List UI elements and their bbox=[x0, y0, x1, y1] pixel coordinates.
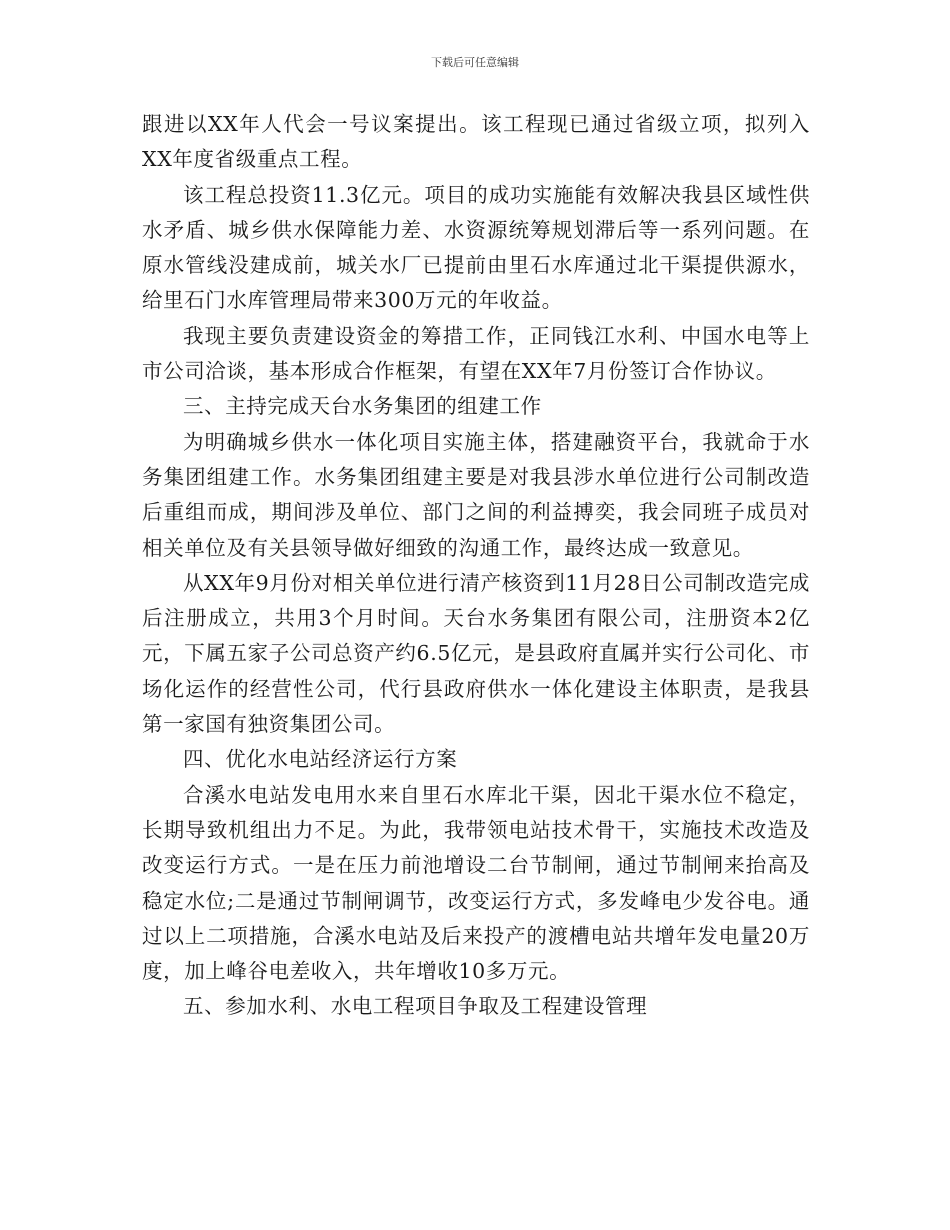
paragraph-project-proposal: 跟进以XX年人代会一号议案提出。该工程现已通过省级立项，拟列入XX年度省级重点工程。 bbox=[142, 112, 810, 172]
paragraph-group-formation: 为明确城乡供水一体化项目实施主体，搭建融资平台，我就命于水务集团组建工作。水务集团组建主要是对我县涉水单位进行公司制改造后重组而成，期间涉及单位、部门之间的利益搏奕，我会同班子成员对相关单位及有关县领导做好细致的沟通工作，最终达成一致意见。 bbox=[142, 429, 810, 560]
document-body bbox=[142, 107, 810, 1025]
paragraph-hydropower: 合溪水电站发电用水来自里石水库北干渠，因北干渠水位不稳定，长期导致机组出力不足。为此，我带领电站技术骨干，实施技术改造及改变运行方式。一是在压力前池增设二台节制闸，通过节制闸来抬高及稳定水位;二是通过节制闸调节，改变运行方式，多发峰电少发谷电。通过以上二项措施，合溪水电站及后来投产的渡槽电站共增年发电量20万度，加上峰谷电差收入，共年增收10多万元。 bbox=[142, 782, 810, 984]
paragraph-registration: 从XX年9月份对相关单位进行清产核资到11月28日公司制改造完成后注册成立，共用3个月时间。天台水务集团有限公司，注册资本2亿元，下属五家子公司总资产约6.5亿元，是县政府直属并实行公司化、市场化运作的经营性公司，代行县政府供水一体化建设主体职责，是我县第一家国有独资集团公司。 bbox=[142, 570, 810, 737]
page-header: 下载后可任意编辑 bbox=[431, 56, 519, 69]
heading-section-3: 三、主持完成天台水务集团的组建工作 bbox=[183, 394, 542, 419]
paragraph-funding: 我现主要负责建设资金的筹措工作，正同钱江水利、中国水电等上市公司洽谈，基本形成合作框架，有望在XX年7月份签订合作协议。 bbox=[142, 323, 810, 384]
paragraph-investment: 该工程总投资11.3亿元。项目的成功实施能有效解决我县区域性供水矛盾、城乡供水保障能力差、水资源统筹规划滞后等一系列问题。在原水管线没建成前，城关水厂已提前由里石水库通过北干渠提供源水，给里石门水库管理局带来300万元的年收益。 bbox=[142, 182, 810, 313]
heading-section-4: 四、优化水电站经济运行方案 bbox=[183, 747, 458, 772]
heading-section-5: 五、参加水利、水电工程项目争取及工程建设管理 bbox=[183, 994, 648, 1019]
